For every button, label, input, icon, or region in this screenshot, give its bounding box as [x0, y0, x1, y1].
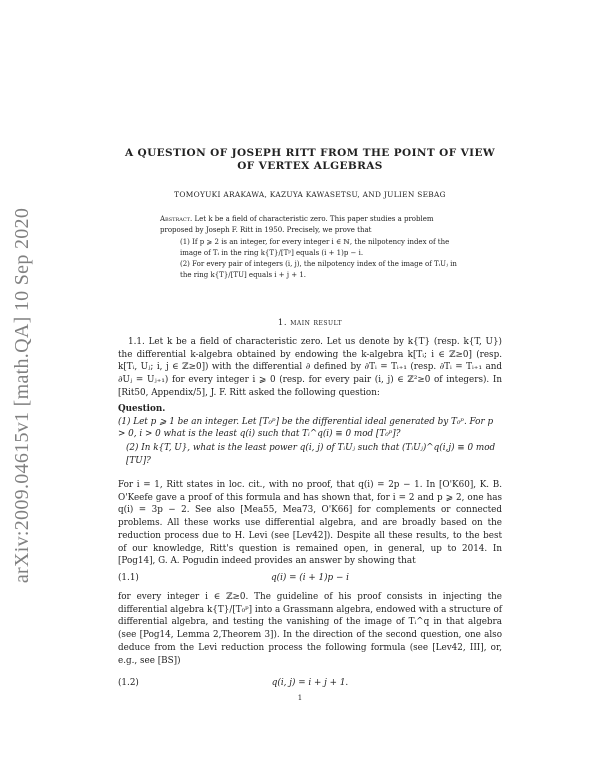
- equation-body: q(i) = (i + 1)p − i: [271, 573, 349, 583]
- abstract-item-2: (2) For every pair of integers (i, j), the nilpotency index of the image of TᵢUⱼ in the ring k{T}/[TU] equals i + j + 1.: [180, 260, 457, 279]
- abstract-lead: Abstract.: [160, 215, 193, 223]
- equation-1-1: [118, 573, 502, 587]
- title-line-2: OF VERTEX ALGEBRAS: [237, 160, 383, 172]
- equation-number: (1.2): [118, 678, 139, 688]
- author-list: TOMOYUKI ARAKAWA, KAZUYA KAWASETSU, AND JULIEN SEBAG: [174, 190, 446, 199]
- abstract: [160, 214, 460, 281]
- abstract-text: Let k be a field of characteristic zero. This paper studies a problem proposed by Joseph F. Ritt in 1950. Precisely, we prove that: [160, 215, 434, 234]
- arxiv-identifier: arXiv:2009.04615v1 [math.QA] 10 Sep 2020: [11, 207, 34, 583]
- arxiv-stamp: [8, 180, 38, 610]
- equation-number: (1.1): [118, 573, 139, 583]
- paragraph-1: 1.1. Let k be a field of characteristic zero. Let us denote by k{T} (resp. k{T, U}) the differential k-algebra obtained by endowing the k-algebra k[Tᵢ; i ∈ ℤ≥0] (resp. k[Tᵢ, Uⱼ; i, j ∈ ℤ≥0]) with the differential ∂ defined by ∂Tᵢ = Tᵢ₊₁ (resp. ∂Tᵢ = Tᵢ₊₁ and ∂Uⱼ = Uⱼ₊₁) for every integer i ⩾ 0 (resp. for every pair (i, j) ∈ ℤ²≥0 of integers). In [Rit50, Appendix/5], J. F. Ritt asked the following question:: [118, 337, 502, 398]
- abstract-item-1: (1) If p ⩾ 2 is an integer, for every integer i ∈ ℕ, the nilpotency index of the image of Tᵢ in the ring k{T}/[Tᵖ] equals (i + 1)p − i.: [180, 238, 450, 257]
- question-label: Question.: [118, 404, 166, 414]
- question-item-1: (1) Let p ⩾ 1 be an integer. Let [T₀ᵖ] be the differential ideal generated by T₀ᵖ. For p > 0, i > 0 what is the least q(i) such that Tᵢ^q(i) ≡ 0 mod [T₀ᵖ]?: [118, 416, 494, 440]
- equation-body: q(i, j) = i + j + 1.: [271, 678, 349, 688]
- equation-1-2: [118, 678, 502, 692]
- paragraph-3: for every integer i ∈ ℤ≥0. The guideline of his proof consists in injecting the differential algebra k{T}/[T₀ᵖ] into a Grassmann algebra, endowed with a structure of differential algebra, and testing the vanishing of the image of Tᵢ^q in that algebra (see [Pog14, Lemma 2,Theorem 3]). In the direction of the second question, one also deduce from the Levi reduction process the following formula (see [Lev42, III], or, e.g., see [BS]): [118, 592, 502, 666]
- title-line-1: A QUESTION OF JOSEPH RITT FROM THE POINT OF VIEW: [124, 147, 496, 159]
- section-heading: 1. main result: [277, 318, 343, 328]
- question-item-2: (2) In k{T, U}, what is the least power q(i, j) of TᵢUⱼ such that (TᵢUⱼ)^q(i,j) ≡ 0 mod [TU]?: [126, 443, 496, 466]
- question-block: [118, 403, 502, 468]
- page-number: 1: [297, 694, 303, 702]
- paragraph-2: For i = 1, Ritt states in loc. cit., with no proof, that q(i) = 2p − 1. In [O'K60], K. B. O'Keefe gave a proof of this formula and has shown that, for i = 2 and p ⩾ 2, one has q(i) = 3p − 2. See also [Mea55, Mea73, O'K66] for complements or connected problems. All these works use differential algebra, and are broadly based on the reduction process due to H. Levi (see [Lev42]). Despite all these results, to the best of our knowledge, Ritt's question is remained open, in general, up to 2014. In [Pog14], G. A. Pogudin indeed provides an answer by showing that: [118, 480, 502, 567]
- paper-title: [120, 147, 500, 173]
